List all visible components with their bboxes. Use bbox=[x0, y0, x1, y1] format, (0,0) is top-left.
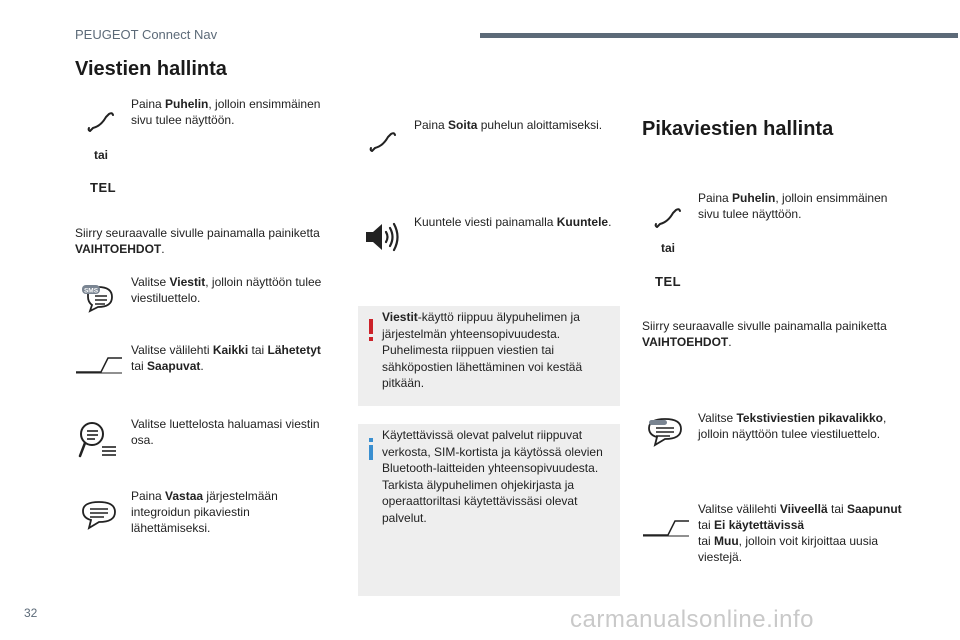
instruction-call: Paina Soita puhelun aloittamiseksi. bbox=[414, 118, 603, 132]
instruction-next-page: Siirry seuraavalle sivulle painamalla painiketta VAIHTOEHDOT. bbox=[75, 226, 320, 256]
reply-bubble-icon bbox=[79, 499, 119, 531]
instruction-select-message-part: Valitse luettelosta haluamasi viestin osa. bbox=[131, 417, 320, 447]
instruction-press-phone: Paina Puhelin, jolloin ensimmäinen sivu tulee näyttöön. bbox=[131, 97, 321, 127]
phone-icon bbox=[653, 204, 683, 230]
info-text: Käytettävissä olevat palvelut riippuvat verkosta, SIM-kortista ja käytössä olevien Bluetooth-laitteiden yhteensopivuudesta. Tarkista älypuhelimen ohjekirjasta ja operaattoriltasi käytettävissäsi olevat palvelut. bbox=[382, 428, 603, 525]
warning-note bbox=[358, 306, 620, 406]
info-note bbox=[358, 424, 620, 596]
sms-bubble-icon bbox=[80, 283, 118, 315]
info-icon bbox=[366, 438, 376, 460]
quick-message-icon bbox=[645, 416, 685, 448]
or-label: tai bbox=[94, 148, 109, 162]
instruction-select-tab-quick: Valitse välilehti Viiveellä tai Saapunut tai Ei käytettävissä tai Muu, jolloin voit kirjoittaa uusia viestejä. bbox=[698, 502, 902, 564]
warning-text: Viestit-käyttö riippuu älypuhelimen ja järjestelmän yhteensopivuudesta. Puhelimesta riippuen viestien tai sähköpostien lähettäminen voi kestää pitkään. bbox=[382, 310, 583, 390]
tab-icon bbox=[75, 356, 123, 374]
instruction-select-messages: Valitse Viestit, jolloin näyttöön tulee viestiluettelo. bbox=[131, 275, 322, 305]
warning-exclamation-icon bbox=[366, 319, 376, 341]
or-label: tai bbox=[661, 241, 676, 255]
instruction-press-phone-quick: Paina Puhelin, jolloin ensimmäinen sivu tulee näyttöön. bbox=[698, 191, 888, 221]
page-number: 32 bbox=[24, 606, 38, 620]
watermark: carmanualsonline.info bbox=[570, 606, 814, 633]
instruction-reply: Paina Vastaa järjestelmään integroidun pikaviestin lähettämiseksi. bbox=[131, 489, 278, 535]
speaker-icon bbox=[364, 221, 400, 253]
call-icon bbox=[368, 128, 398, 154]
svg-text:SMS: SMS bbox=[83, 287, 99, 295]
header-rule bbox=[480, 33, 958, 38]
section-heading-messages: Viestien hallinta bbox=[75, 58, 227, 80]
tel-button-label: TEL bbox=[655, 274, 682, 289]
tab-icon bbox=[642, 519, 690, 537]
tel-button-label: TEL bbox=[90, 180, 117, 195]
running-header: PEUGEOT Connect Nav bbox=[75, 27, 218, 42]
instruction-listen: Kuuntele viesti painamalla Kuuntele. bbox=[414, 215, 612, 229]
instruction-select-quick-menu: Valitse Tekstiviestien pikavalikko, jolloin näyttöön tulee viestiluettelo. bbox=[698, 411, 887, 441]
instruction-next-page-quick: Siirry seuraavalle sivulle painamalla painiketta VAIHTOEHDOT. bbox=[642, 319, 887, 349]
phone-icon bbox=[86, 108, 116, 134]
section-heading-quick-messages: Pikaviestien hallinta bbox=[642, 118, 834, 140]
message-detail-icon bbox=[78, 420, 118, 460]
instruction-select-tab: Valitse välilehti Kaikki tai Lähetetyt tai Saapuvat. bbox=[131, 343, 321, 373]
